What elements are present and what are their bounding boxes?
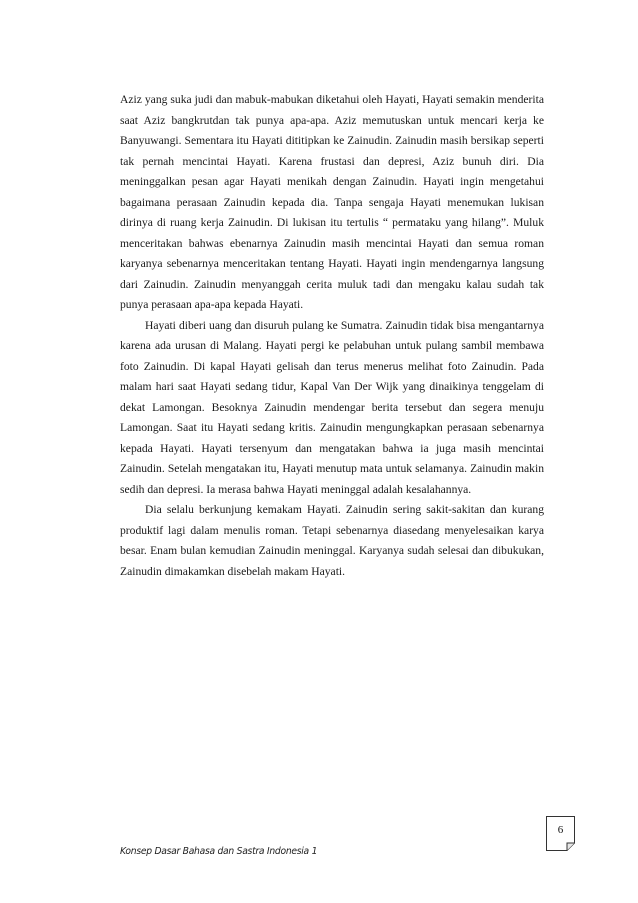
paragraph-2: Hayati diberi uang dan disuruh pulang ke Sumatra. Zainudin tidak bisa mengantarnya karena ada urusan di Malang. Hayati pergi ke pelabuhan untuk pulang sambil membawa foto Zainudin. Di kapal Hayati gelisah dan terus menerus melihat foto Zainudin. Pada malam hari saat Hayati sedang tidur, Kapal Van Der Wijk yang dinaikinya tenggelam di dekat Lamongan. Besoknya Zainudin mendengar berita tersebut dan segera menuju Lamongan. Saat itu Hayati sedang kritis. Zainudin mengungkapkan perasaan sebenarnya kepada Hayati. Hayati tersenyum dan mengatakan bahwa ia juga masih mencintai Zainudin. Setelah mengatakan itu, Hayati menutup mata untuk selamanya. Zainudin makin sedih dan depresi. Ia merasa bahwa Hayati meninggal adalah kesalahannya.	[120, 318, 544, 496]
paragraph-1: Aziz yang suka judi dan mabuk-mabukan diketahui oleh Hayati, Hayati semakin menderita saat Aziz bangkrutdan tak punya apa-apa. Aziz memutuskan untuk mencari kerja ke Banyuwangi. Sementara itu Hayati dititipkan ke Zainudin. Zainudin masih bersikap seperti tak pernah mencintai Hayati. Karena frustasi dan depresi, Aziz bunuh diri. Dia meninggalkan pesan agar Hayati menikah dengan Zainudin. Hayati ingin mengetahui bagaimana perasaan Zainudin kepada dia. Tanpa sengaja Hayati menemukan lukisan dirinya di ruang kerja Zainudin. Di lukisan itu tertulis “ permataku yang hilang”. Muluk menceritakan bahwas ebenarnya Zainudin masih mencintai Hayati dan semua roman karyanya sebenarnya menceritakan tentang Hayati. Hayati ingin mendengarnya langsung dari Zainudin. Zainudin menyanggah cerita muluk tadi dan mengaku kalau sudah tak punya perasaan apa-apa kepada Hayati.	[120, 93, 544, 311]
footer-title: Konsep Dasar Bahasa dan Sastra Indonesia 1	[120, 846, 318, 857]
body-text	[120, 90, 544, 582]
page-number: 6	[557, 824, 564, 836]
paragraph-3: Dia selalu berkunjung kemakam Hayati. Zainudin sering sakit-sakitan dan kurang produktif lagi dalam menulis roman. Tetapi sebenarnya diasedang menyelesaikan karya besar. Enam bulan kemudian Zainudin meninggal. Karyanya sudah selesai dan dibukukan, Zainudin dimakamkan disebelah makam Hayati.	[120, 503, 544, 578]
page-number-badge	[546, 816, 575, 851]
